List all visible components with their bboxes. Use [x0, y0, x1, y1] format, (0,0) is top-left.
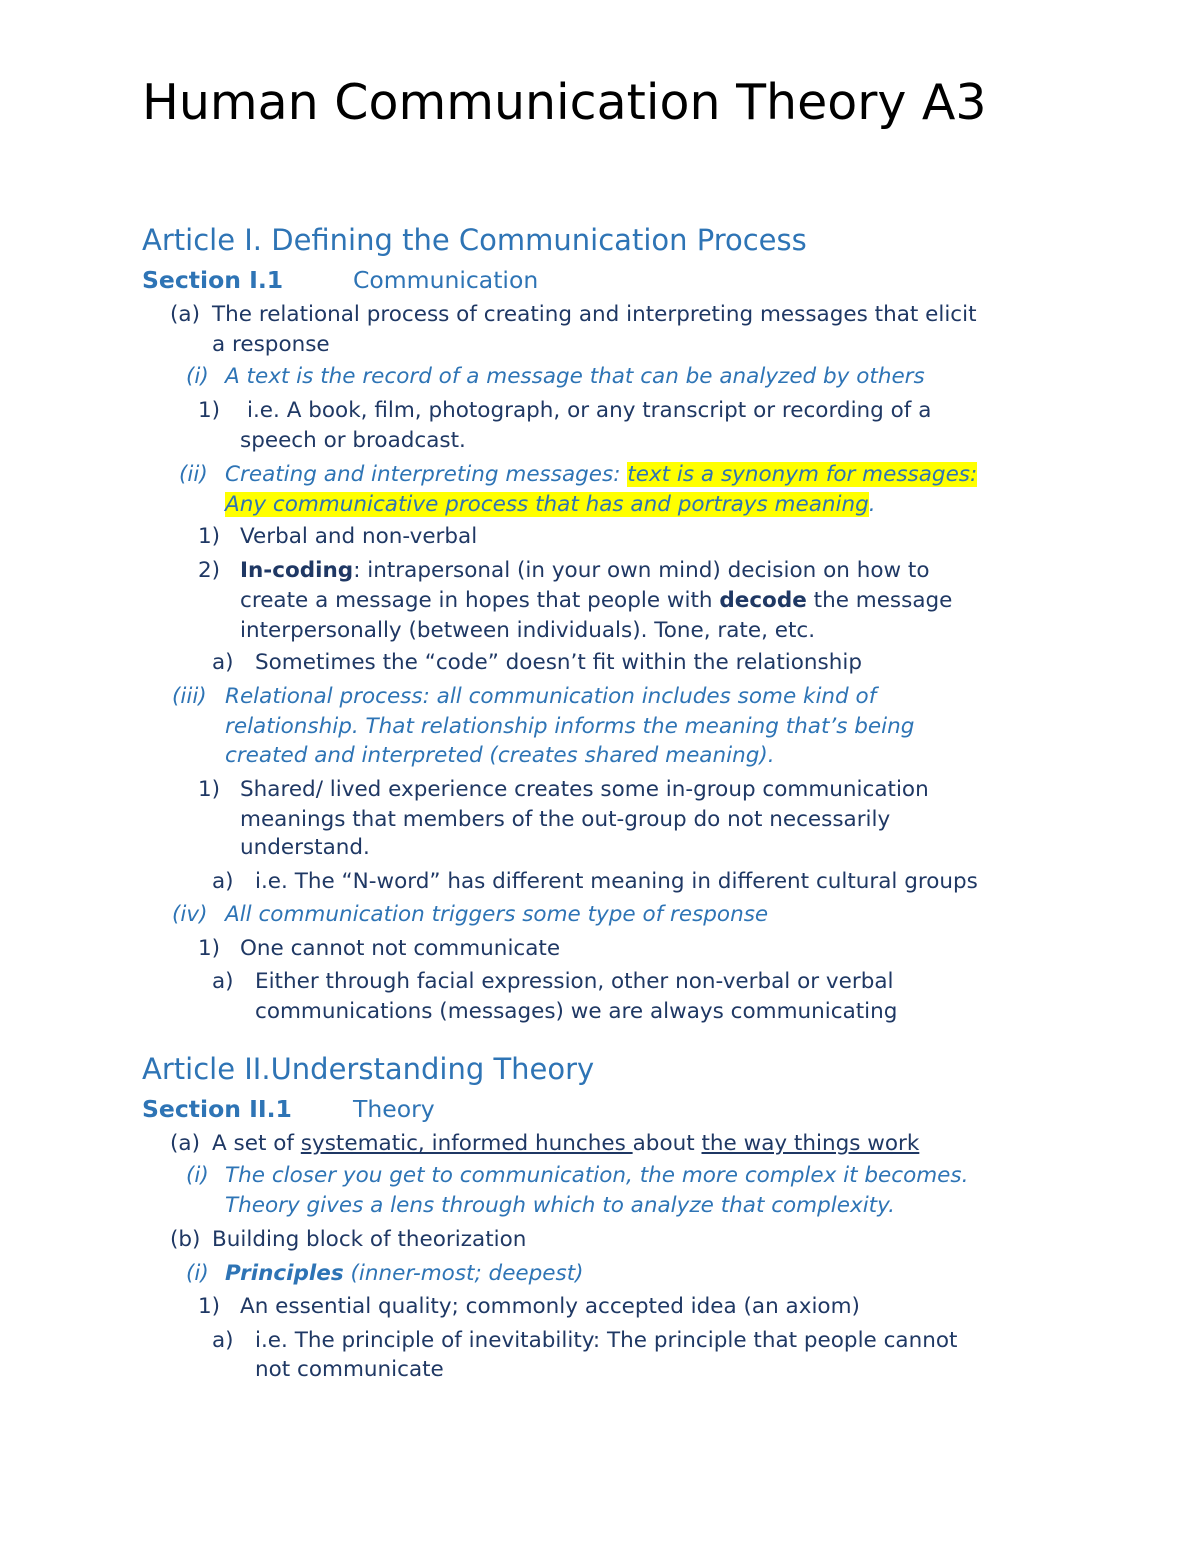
list-item-text: not communicate [255, 1357, 444, 1382]
list-item-text: i.e. The “N-word” has different meaning in different cultural groups [255, 869, 978, 894]
list-item-a [170, 300, 200, 330]
list-item-text: created and interpreted (creates shared meaning). [225, 743, 775, 768]
text-run: about [632, 1131, 702, 1156]
text-run: the message [806, 588, 953, 613]
list-label: a) [212, 1328, 234, 1353]
document-title: Human Communication Theory A3 [142, 74, 987, 131]
list-item-text: The relational process of creating and interpreting messages that elicit [212, 302, 977, 327]
list-label: (iv) [172, 902, 208, 927]
text-run: Creating and interpreting messages: [225, 462, 628, 487]
text-run: (inner-most; deepest) [343, 1261, 584, 1286]
list-label: (i) [186, 1163, 209, 1188]
list-item-text [240, 556, 929, 586]
list-label: 1) [198, 777, 221, 802]
list-item-text: All communication triggers some type of response [225, 902, 769, 927]
section-name: Communication [353, 266, 539, 294]
bold-term: In-coding [240, 558, 354, 583]
list-label: 1) [198, 524, 221, 549]
list-item-text [225, 460, 977, 490]
list-item-text: Sometimes the “code” doesn’t fit within the relationship [255, 650, 862, 675]
list-item-text [240, 586, 952, 616]
article-1-heading: Article I. Defining the Communication Process [142, 223, 807, 257]
list-label: (ii) [179, 462, 208, 487]
list-item-text: Verbal and non-verbal [240, 524, 478, 549]
underlined-text: systematic, informed hunches [300, 1131, 633, 1156]
list-label: (iii) [172, 684, 207, 709]
list-label: (i) [186, 364, 209, 389]
list-item-text: A text is the record of a message that can be analyzed by others [225, 364, 925, 389]
list-label: (i) [186, 1261, 209, 1286]
section-2-1-heading [142, 1094, 435, 1124]
list-item-text: understand. [240, 835, 370, 860]
list-item-text: interpersonally (between individuals). Tone, rate, etc. [240, 618, 816, 643]
list-item-text [212, 1129, 919, 1159]
list-label: (b) [170, 1227, 201, 1252]
highlighted-text: Any communicative process that has and portrays meaning [225, 492, 869, 517]
list-item-text: i.e. The principle of inevitability: The principle that people cannot [255, 1328, 958, 1353]
article-2-heading: Article II.Understanding Theory [142, 1052, 595, 1086]
list-item-text: The closer you get to communication, the more complex it becomes. [225, 1163, 969, 1188]
list-label: (a) [170, 1131, 200, 1156]
list-label: 1) [198, 398, 221, 423]
text-run: . [868, 492, 876, 517]
list-item-text: Relational process: all communication includes some kind of [225, 684, 877, 709]
list-label: (a) [170, 302, 200, 327]
text-run: : intrapersonal (in your own mind) decision on how to [353, 558, 930, 583]
text-run: create a message in hopes that people with [240, 588, 720, 613]
list-item-text [225, 1259, 584, 1289]
list-item-text: communications (messages) we are always communicating [255, 999, 898, 1024]
list-item-text: One cannot not communicate [240, 936, 561, 961]
list-label: 1) [198, 1294, 221, 1319]
list-label: a) [212, 869, 234, 894]
list-item-text: Theory gives a lens through which to analyze that complexity. [225, 1193, 895, 1218]
list-item-text: i.e. A book, film, photograph, or any transcript or recording of a [247, 398, 932, 423]
list-label: a) [212, 969, 234, 994]
list-item-text: meanings that members of the out-group do not necessarily [240, 807, 891, 832]
list-item-text [225, 490, 876, 520]
underlined-text: the way things work [701, 1131, 920, 1156]
list-item-text: Building block of theorization [212, 1227, 527, 1252]
list-item-text: Shared/ lived experience creates some in-group communication [240, 777, 929, 802]
section-name: Theory [353, 1095, 435, 1123]
highlighted-text: text is a synonym for messages: [627, 462, 978, 487]
list-label: 1) [198, 936, 221, 961]
bold-term: Principles [225, 1261, 344, 1286]
section-1-1-heading [142, 265, 539, 295]
list-item-text: a response [212, 332, 330, 357]
section-number: Section I.1 [142, 266, 284, 294]
list-item-text: speech or broadcast. [240, 428, 466, 453]
section-number: Section II.1 [142, 1095, 292, 1123]
bold-term: decode [719, 588, 807, 613]
text-run: A set of [212, 1131, 301, 1156]
list-label: a) [212, 650, 234, 675]
list-item-text: An essential quality; commonly accepted idea (an axiom) [240, 1294, 860, 1319]
list-item-text: relationship. That relationship informs the meaning that’s being [225, 714, 915, 739]
list-label: 2) [198, 558, 221, 583]
list-item-text: Either through facial expression, other non-verbal or verbal [255, 969, 894, 994]
